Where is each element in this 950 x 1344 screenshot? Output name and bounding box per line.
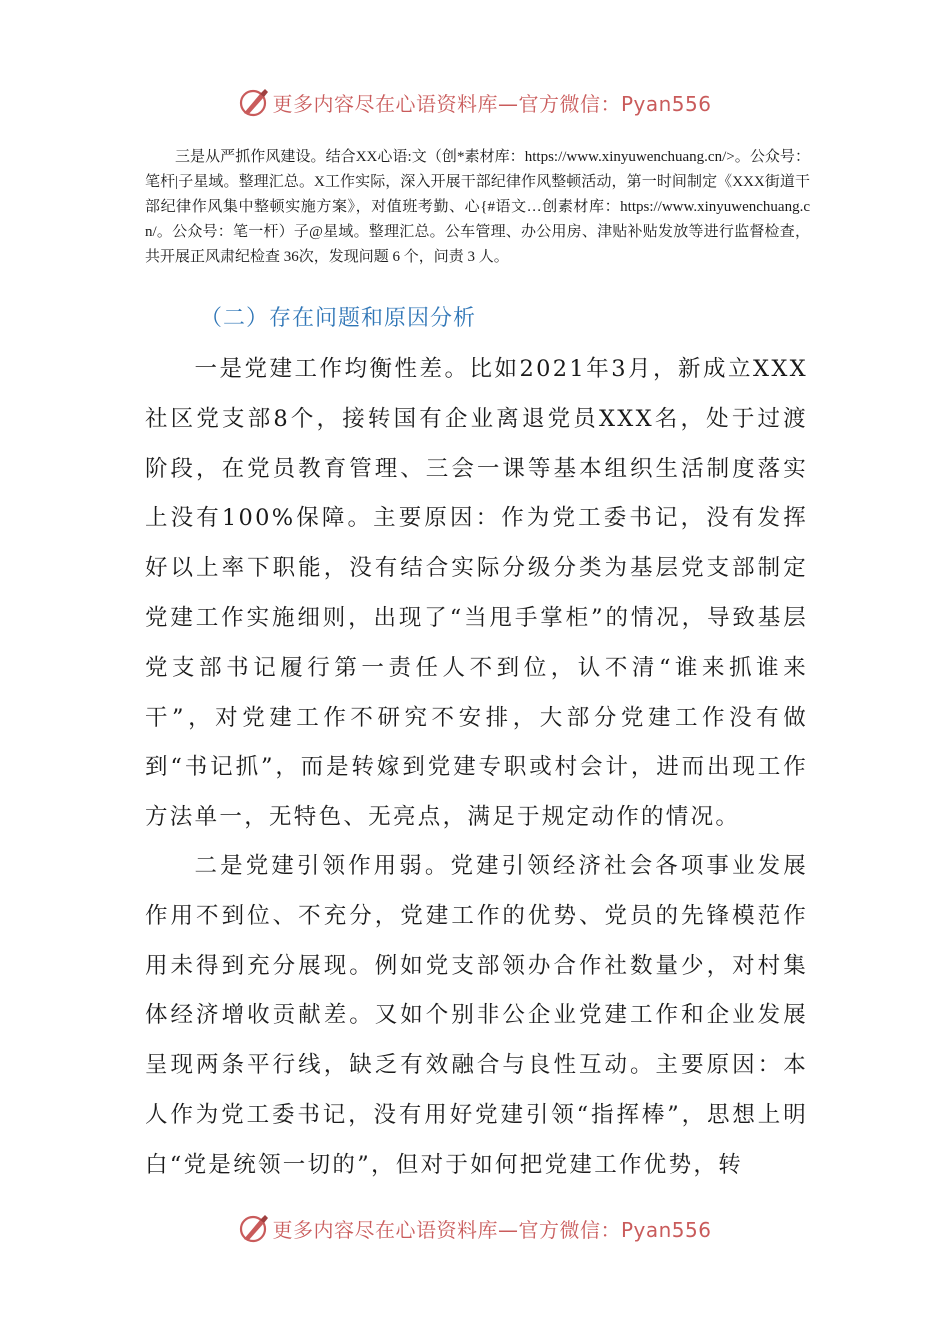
pen-logo-icon <box>238 1212 270 1244</box>
header-banner <box>0 82 950 122</box>
body-paragraph-2: 二是党建引领作用弱。党建引领经济社会各项事业发展作用不到位、不充分，党建工作的优势、党员的先锋模范作用未得到充分展现。例如党支部领办合作社数量少，对村集体经济增收贡献差。又如个别非公企业党建工作和企业发展呈现两条平行线，缺乏有效融合与良性互动。主要原因：本人作为党工委书记，没有用好党建引领“指挥棒”，思想上明白“党是统领一切的”，但对于如何把党建工作优势，转 <box>145 853 808 1178</box>
body-paragraph-1: 一是党建工作均衡性差。比如2021年3月，新成立XXX社区党支部8个，接转国有企业离退党员XXX名，处于过渡阶段，在党员教育管理、三会一课等基本组织生活制度落实上没有100%保障。主要原因：作为党工委书记，没有发挥好以上率下职能，没有结合实际分级分类为基层党支部制定党建工作实施细则，出现了“当甩手掌柜”的情况，导致基层党支部书记履行第一责任人不到位，认不清“谁来抓谁来干”，对党建工作不研究不安排，大部分党建工作没有做到“书记抓”，而是转嫁到党建专职或村会计，进而出现工作方法单一，无特色、无亮点，满足于规定动作的情况。 <box>145 356 808 831</box>
banner-text: 更多内容尽在心语资料库—官方微信：Pyan556 <box>272 91 712 116</box>
footer-banner <box>0 1208 950 1248</box>
small-paragraph: 三是从严抓作风建设。结合XX心语:文（创*素材库：https://www.xinyuwenchuang.cn/>。公众号：笔杆|子星域。整理汇总。X工作实际，深入开展干部纪律作风整顿活动，第一时间制定《XXX街道干部纪律作风集中整顿实施方案》，对值班考勤、心{#语文…创素材库：https://www.xinyuwenchuang.cn/。公众号：笔一杆）子@星域。整理汇总。公车管理、办公用房、津贴补贴发放等进行监督检查，共开展正风肃纪检查 36次，发现问题 6 个，问责 3 人。 <box>145 149 810 265</box>
pen-logo-icon <box>238 86 270 118</box>
section-heading: （二）存在问题和原因分析 <box>200 306 477 331</box>
banner-text: 更多内容尽在心语资料库—官方微信：Pyan556 <box>272 1217 712 1242</box>
